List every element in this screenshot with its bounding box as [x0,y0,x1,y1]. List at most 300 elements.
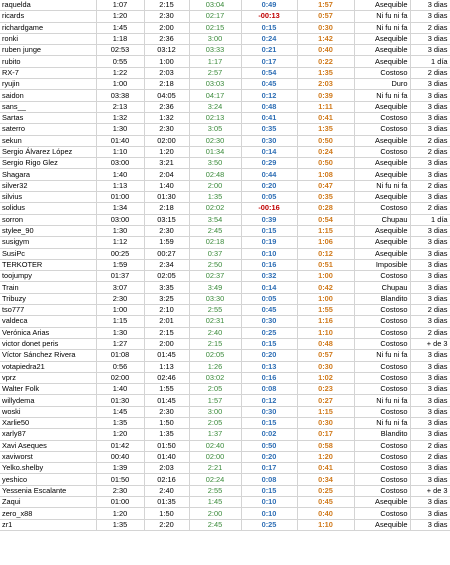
time-3-cell[interactable]: 2:57 [189,67,241,78]
time-3-cell[interactable]: 03:33 [189,45,241,56]
duration-cell[interactable]: 2 dias [410,22,450,33]
time-1-cell[interactable]: 1:30 [96,124,144,135]
diff-2-cell[interactable]: 0:30 [297,361,354,372]
player-name-cell[interactable]: willydema [0,395,96,406]
player-name-cell[interactable]: woski [0,406,96,417]
diff-2-cell[interactable]: 0:54 [297,214,354,225]
time-1-cell[interactable]: 0:55 [96,56,144,67]
time-2-cell[interactable]: 1:13 [144,361,189,372]
time-2-cell[interactable]: 2:36 [144,101,189,112]
time-3-cell[interactable]: 3:00 [189,406,241,417]
difficulty-cell[interactable]: Costoso [354,271,410,282]
time-1-cell[interactable]: 02:53 [96,45,144,56]
diff-1-cell[interactable]: -00:16 [241,203,297,214]
time-3-cell[interactable]: 0:37 [189,248,241,259]
difficulty-cell[interactable]: Costoso [354,203,410,214]
player-name-cell[interactable]: toojumpy [0,271,96,282]
diff-1-cell[interactable]: 0:15 [241,417,297,428]
player-name-cell[interactable]: solidus [0,203,96,214]
time-1-cell[interactable]: 01:08 [96,350,144,361]
diff-2-cell[interactable]: 1:15 [297,406,354,417]
diff-1-cell[interactable]: 0:49 [241,0,297,11]
player-name-cell[interactable]: xarly87 [0,429,96,440]
diff-2-cell[interactable]: 0:41 [297,463,354,474]
diff-1-cell[interactable]: 0:29 [241,158,297,169]
duration-cell[interactable]: 3 dias [410,101,450,112]
player-name-cell[interactable]: Shagara [0,169,96,180]
time-1-cell[interactable]: 3:07 [96,282,144,293]
player-name-cell[interactable]: Víctor Sánchez Rivera [0,350,96,361]
time-2-cell[interactable]: 02:05 [144,271,189,282]
difficulty-cell[interactable]: Ni fu ni fa [354,417,410,428]
difficulty-cell[interactable]: Ni fu ni fa [354,350,410,361]
player-name-cell[interactable]: susigym [0,237,96,248]
time-3-cell[interactable]: 2:50 [189,259,241,270]
diff-2-cell[interactable]: 0:40 [297,508,354,519]
diff-2-cell[interactable]: 0:57 [297,350,354,361]
difficulty-cell[interactable]: Asequible [354,56,410,67]
player-name-cell[interactable]: Sartas [0,112,96,123]
duration-cell[interactable]: 3 dias [410,248,450,259]
duration-cell[interactable]: + de 3 [410,338,450,349]
time-3-cell[interactable]: 1:35 [189,192,241,203]
player-name-cell[interactable]: RX-7 [0,67,96,78]
time-1-cell[interactable]: 1:40 [96,384,144,395]
player-name-cell[interactable]: vprz [0,372,96,383]
diff-2-cell[interactable]: 0:42 [297,282,354,293]
diff-2-cell[interactable]: 1:20 [297,451,354,462]
player-name-cell[interactable]: ronki [0,33,96,44]
duration-cell[interactable]: 3 dias [410,384,450,395]
difficulty-cell[interactable]: Blandito [354,293,410,304]
duration-cell[interactable]: 3 dias [410,372,450,383]
time-1-cell[interactable]: 1:34 [96,203,144,214]
difficulty-cell[interactable]: Asequible [354,158,410,169]
diff-2-cell[interactable]: 0:47 [297,180,354,191]
time-2-cell[interactable]: 2:30 [144,225,189,236]
diff-2-cell[interactable]: 1:35 [297,67,354,78]
diff-2-cell[interactable]: 0:57 [297,11,354,22]
difficulty-cell[interactable]: Ni fu ni fa [354,11,410,22]
time-1-cell[interactable]: 2:30 [96,485,144,496]
difficulty-cell[interactable]: Duro [354,79,410,90]
time-2-cell[interactable]: 2:18 [144,79,189,90]
time-1-cell[interactable]: 1:18 [96,33,144,44]
diff-2-cell[interactable]: 0:50 [297,135,354,146]
time-2-cell[interactable]: 3:25 [144,293,189,304]
player-name-cell[interactable]: Xavi Aseques [0,440,96,451]
time-2-cell[interactable]: 3:35 [144,282,189,293]
diff-2-cell[interactable]: 0:12 [297,248,354,259]
diff-1-cell[interactable]: -00:13 [241,11,297,22]
time-1-cell[interactable]: 1:07 [96,0,144,11]
diff-1-cell[interactable]: 0:14 [241,282,297,293]
diff-1-cell[interactable]: 0:08 [241,384,297,395]
diff-2-cell[interactable]: 0:25 [297,485,354,496]
diff-1-cell[interactable]: 0:50 [241,440,297,451]
diff-1-cell[interactable]: 0:20 [241,180,297,191]
time-2-cell[interactable]: 01:30 [144,192,189,203]
time-2-cell[interactable]: 02:16 [144,474,189,485]
difficulty-cell[interactable]: Costoso [354,112,410,123]
diff-2-cell[interactable]: 0:34 [297,474,354,485]
player-name-cell[interactable]: saterro [0,124,96,135]
time-1-cell[interactable]: 1:40 [96,169,144,180]
time-2-cell[interactable]: 2:15 [144,0,189,11]
duration-cell[interactable]: 3 dias [410,497,450,508]
time-1-cell[interactable]: 1:35 [96,417,144,428]
diff-1-cell[interactable]: 0:30 [241,135,297,146]
time-3-cell[interactable]: 02:05 [189,350,241,361]
difficulty-cell[interactable]: Costoso [354,485,410,496]
diff-2-cell[interactable]: 1:16 [297,316,354,327]
time-1-cell[interactable]: 1:35 [96,519,144,530]
duration-cell[interactable]: 3 dias [410,79,450,90]
time-3-cell[interactable]: 03:30 [189,293,241,304]
time-2-cell[interactable]: 1:50 [144,417,189,428]
time-1-cell[interactable]: 1:13 [96,180,144,191]
player-name-cell[interactable]: Yelko.shelby [0,463,96,474]
time-2-cell[interactable]: 01:35 [144,497,189,508]
diff-2-cell[interactable]: 1:35 [297,124,354,135]
diff-2-cell[interactable]: 1:15 [297,225,354,236]
difficulty-cell[interactable]: Asequible [354,248,410,259]
diff-2-cell[interactable]: 2:03 [297,79,354,90]
time-1-cell[interactable]: 2:30 [96,293,144,304]
player-name-cell[interactable]: sekun [0,135,96,146]
diff-2-cell[interactable]: 1:10 [297,519,354,530]
difficulty-cell[interactable]: Costoso [354,338,410,349]
time-3-cell[interactable]: 04:17 [189,90,241,101]
duration-cell[interactable]: 3 dias [410,293,450,304]
time-3-cell[interactable]: 02:13 [189,112,241,123]
duration-cell[interactable]: 1 día [410,56,450,67]
time-2-cell[interactable]: 1:32 [144,112,189,123]
diff-1-cell[interactable]: 0:44 [241,169,297,180]
time-1-cell[interactable]: 1:39 [96,463,144,474]
duration-cell[interactable]: 3 dias [410,316,450,327]
time-1-cell[interactable]: 1:30 [96,327,144,338]
diff-1-cell[interactable]: 0:15 [241,22,297,33]
duration-cell[interactable]: 2 dias [410,146,450,157]
time-1-cell[interactable]: 1:12 [96,237,144,248]
player-name-cell[interactable]: yeshico [0,474,96,485]
player-name-cell[interactable]: silver32 [0,180,96,191]
difficulty-cell[interactable]: Asequible [354,33,410,44]
time-2-cell[interactable]: 01:40 [144,451,189,462]
difficulty-cell[interactable]: Costoso [354,146,410,157]
time-1-cell[interactable]: 1:00 [96,79,144,90]
diff-1-cell[interactable]: 0:05 [241,192,297,203]
difficulty-cell[interactable]: Costoso [354,305,410,316]
time-3-cell[interactable]: 03:02 [189,372,241,383]
player-name-cell[interactable]: silvius [0,192,96,203]
diff-1-cell[interactable]: 0:39 [241,214,297,225]
time-2-cell[interactable]: 02:00 [144,135,189,146]
player-name-cell[interactable]: rubito [0,56,96,67]
duration-cell[interactable]: 2 dias [410,180,450,191]
diff-2-cell[interactable]: 0:51 [297,259,354,270]
diff-2-cell[interactable]: 1:55 [297,305,354,316]
player-name-cell[interactable]: raquelda [0,0,96,11]
player-name-cell[interactable]: stylee_90 [0,225,96,236]
time-1-cell[interactable]: 1:15 [96,316,144,327]
diff-1-cell[interactable]: 0:35 [241,124,297,135]
time-2-cell[interactable]: 00:27 [144,248,189,259]
time-2-cell[interactable]: 2:40 [144,485,189,496]
duration-cell[interactable]: 2 dias [410,135,450,146]
player-name-cell[interactable]: saidon [0,90,96,101]
player-name-cell[interactable]: TERKOTER [0,259,96,270]
diff-1-cell[interactable]: 0:17 [241,463,297,474]
time-2-cell[interactable]: 2:20 [144,519,189,530]
time-3-cell[interactable]: 02:24 [189,474,241,485]
time-3-cell[interactable]: 1:45 [189,497,241,508]
diff-2-cell[interactable]: 1:10 [297,327,354,338]
diff-2-cell[interactable]: 0:22 [297,56,354,67]
time-3-cell[interactable]: 02:15 [189,22,241,33]
time-1-cell[interactable]: 01:30 [96,395,144,406]
duration-cell[interactable]: + de 3 [410,485,450,496]
player-name-cell[interactable]: ricards [0,11,96,22]
duration-cell[interactable]: 2 dias [410,305,450,316]
player-name-cell[interactable]: Yessenia Escalante [0,485,96,496]
diff-1-cell[interactable]: 0:45 [241,79,297,90]
difficulty-cell[interactable]: Costoso [354,451,410,462]
diff-1-cell[interactable]: 0:45 [241,305,297,316]
duration-cell[interactable]: 2 dias [410,67,450,78]
difficulty-cell[interactable]: Costoso [354,372,410,383]
diff-2-cell[interactable]: 0:35 [297,192,354,203]
time-1-cell[interactable]: 03:00 [96,158,144,169]
player-name-cell[interactable]: sans__ [0,101,96,112]
diff-2-cell[interactable]: 1:06 [297,237,354,248]
duration-cell[interactable]: 3 dias [410,395,450,406]
difficulty-cell[interactable]: Asequible [354,192,410,203]
time-2-cell[interactable]: 2:00 [144,338,189,349]
time-3-cell[interactable]: 1:57 [189,395,241,406]
difficulty-cell[interactable]: Chupau [354,282,410,293]
time-2-cell[interactable]: 2:30 [144,406,189,417]
time-1-cell[interactable]: 1:32 [96,112,144,123]
player-name-cell[interactable]: Walter Folk [0,384,96,395]
time-1-cell[interactable]: 1:59 [96,259,144,270]
time-2-cell[interactable]: 01:45 [144,350,189,361]
time-2-cell[interactable]: 2:30 [144,11,189,22]
time-2-cell[interactable]: 03:15 [144,214,189,225]
difficulty-cell[interactable]: Ni fu ni fa [354,180,410,191]
duration-cell[interactable]: 3 dias [410,124,450,135]
time-1-cell[interactable]: 01:40 [96,135,144,146]
difficulty-cell[interactable]: Asequible [354,0,410,11]
time-2-cell[interactable]: 2:15 [144,327,189,338]
player-name-cell[interactable]: tso777 [0,305,96,316]
time-3-cell[interactable]: 02:18 [189,237,241,248]
diff-1-cell[interactable]: 0:08 [241,474,297,485]
difficulty-cell[interactable]: Asequible [354,101,410,112]
duration-cell[interactable]: 3 dias [410,271,450,282]
time-3-cell[interactable]: 2:45 [189,225,241,236]
difficulty-cell[interactable]: Asequible [354,497,410,508]
time-1-cell[interactable]: 1:20 [96,508,144,519]
duration-cell[interactable]: 2 dias [410,440,450,451]
diff-2-cell[interactable]: 0:45 [297,497,354,508]
duration-cell[interactable]: 3 dias [410,225,450,236]
player-name-cell[interactable]: victor donet peris [0,338,96,349]
time-2-cell[interactable]: 2:10 [144,305,189,316]
time-3-cell[interactable]: 02:30 [189,135,241,146]
player-name-cell[interactable]: Verónica Arias [0,327,96,338]
time-1-cell[interactable]: 1:22 [96,67,144,78]
difficulty-cell[interactable]: Costoso [354,124,410,135]
time-1-cell[interactable]: 1:27 [96,338,144,349]
time-2-cell[interactable]: 1:20 [144,146,189,157]
difficulty-cell[interactable]: Ni fu ni fa [354,90,410,101]
time-3-cell[interactable]: 3:24 [189,101,241,112]
diff-2-cell[interactable]: 0:58 [297,440,354,451]
diff-2-cell[interactable]: 0:17 [297,429,354,440]
time-1-cell[interactable]: 01:00 [96,192,144,203]
diff-1-cell[interactable]: 0:16 [241,259,297,270]
diff-1-cell[interactable]: 0:16 [241,372,297,383]
player-name-cell[interactable]: Zaqui [0,497,96,508]
diff-2-cell[interactable]: 0:30 [297,22,354,33]
time-3-cell[interactable]: 02:00 [189,451,241,462]
duration-cell[interactable]: 3 dias [410,429,450,440]
time-2-cell[interactable]: 03:12 [144,45,189,56]
time-2-cell[interactable]: 1:55 [144,384,189,395]
diff-1-cell[interactable]: 0:54 [241,67,297,78]
difficulty-cell[interactable]: Costoso [354,316,410,327]
time-3-cell[interactable]: 02:40 [189,440,241,451]
diff-2-cell[interactable]: 0:27 [297,395,354,406]
diff-2-cell[interactable]: 0:30 [297,417,354,428]
diff-1-cell[interactable]: 0:25 [241,519,297,530]
difficulty-cell[interactable]: Costoso [354,440,410,451]
time-3-cell[interactable]: 02:02 [189,203,241,214]
diff-1-cell[interactable]: 0:20 [241,451,297,462]
difficulty-cell[interactable]: Asequible [354,169,410,180]
time-1-cell[interactable]: 1:20 [96,429,144,440]
time-2-cell[interactable]: 02:46 [144,372,189,383]
diff-1-cell[interactable]: 0:41 [241,112,297,123]
time-1-cell[interactable]: 0:56 [96,361,144,372]
time-2-cell[interactable]: 04:05 [144,90,189,101]
time-3-cell[interactable]: 03:03 [189,79,241,90]
diff-2-cell[interactable]: 1:00 [297,271,354,282]
time-3-cell[interactable]: 2:40 [189,327,241,338]
time-3-cell[interactable]: 1:17 [189,56,241,67]
player-name-cell[interactable]: ryujin [0,79,96,90]
player-name-cell[interactable]: votapiedra21 [0,361,96,372]
duration-cell[interactable]: 3 dias [410,237,450,248]
duration-cell[interactable]: 2 dias [410,451,450,462]
duration-cell[interactable]: 3 dias [410,519,450,530]
time-1-cell[interactable]: 1:20 [96,11,144,22]
difficulty-cell[interactable]: Costoso [354,384,410,395]
difficulty-cell[interactable]: Asequible [354,519,410,530]
time-2-cell[interactable]: 2:01 [144,316,189,327]
difficulty-cell[interactable]: Ni fu ni fa [354,395,410,406]
diff-1-cell[interactable]: 0:15 [241,225,297,236]
difficulty-cell[interactable]: Imposible [354,259,410,270]
player-name-cell[interactable]: xaviworst [0,451,96,462]
time-2-cell[interactable]: 2:36 [144,33,189,44]
time-3-cell[interactable]: 02:31 [189,316,241,327]
diff-2-cell[interactable]: 1:42 [297,33,354,44]
time-1-cell[interactable]: 1:45 [96,22,144,33]
time-1-cell[interactable]: 1:00 [96,305,144,316]
time-3-cell[interactable]: 02:37 [189,271,241,282]
diff-2-cell[interactable]: 0:39 [297,90,354,101]
duration-cell[interactable]: 3 dias [410,417,450,428]
duration-cell[interactable]: 3 dias [410,259,450,270]
time-1-cell[interactable]: 00:40 [96,451,144,462]
time-2-cell[interactable]: 2:00 [144,22,189,33]
diff-1-cell[interactable]: 0:48 [241,101,297,112]
time-3-cell[interactable]: 3:54 [189,214,241,225]
time-2-cell[interactable]: 01:45 [144,395,189,406]
time-3-cell[interactable]: 3:49 [189,282,241,293]
diff-1-cell[interactable]: 0:30 [241,406,297,417]
difficulty-cell[interactable]: Asequible [354,225,410,236]
diff-1-cell[interactable]: 0:12 [241,395,297,406]
time-2-cell[interactable]: 2:04 [144,169,189,180]
duration-cell[interactable]: 3 dias [410,112,450,123]
diff-1-cell[interactable]: 0:10 [241,248,297,259]
diff-1-cell[interactable]: 0:17 [241,56,297,67]
difficulty-cell[interactable]: Asequible [354,45,410,56]
difficulty-cell[interactable]: Chupau [354,214,410,225]
time-2-cell[interactable]: 3:21 [144,158,189,169]
player-name-cell[interactable]: zr1 [0,519,96,530]
diff-2-cell[interactable]: 0:41 [297,112,354,123]
diff-2-cell[interactable]: 0:50 [297,158,354,169]
duration-cell[interactable]: 3 dias [410,90,450,101]
diff-2-cell[interactable]: 0:24 [297,146,354,157]
difficulty-cell[interactable]: Costoso [354,474,410,485]
diff-1-cell[interactable]: 0:10 [241,497,297,508]
diff-2-cell[interactable]: 1:08 [297,169,354,180]
time-1-cell[interactable]: 01:42 [96,440,144,451]
diff-1-cell[interactable]: 0:21 [241,45,297,56]
duration-cell[interactable]: 2 dias [410,327,450,338]
duration-cell[interactable]: 3 dias [410,474,450,485]
difficulty-cell[interactable]: Blandito [354,429,410,440]
duration-cell[interactable]: 3 dias [410,350,450,361]
time-2-cell[interactable]: 2:30 [144,124,189,135]
time-3-cell[interactable]: 2:45 [189,519,241,530]
difficulty-cell[interactable]: Ni fu ni fa [354,22,410,33]
diff-2-cell[interactable]: 0:40 [297,45,354,56]
time-1-cell[interactable]: 03:38 [96,90,144,101]
time-3-cell[interactable]: 02:17 [189,11,241,22]
duration-cell[interactable]: 3 dias [410,463,450,474]
time-2-cell[interactable]: 1:00 [144,56,189,67]
duration-cell[interactable]: 3 dias [410,169,450,180]
diff-1-cell[interactable]: 0:13 [241,361,297,372]
time-2-cell[interactable]: 2:34 [144,259,189,270]
duration-cell[interactable]: 2 dias [410,203,450,214]
player-name-cell[interactable]: Train [0,282,96,293]
diff-1-cell[interactable]: 0:32 [241,271,297,282]
duration-cell[interactable]: 3 dias [410,361,450,372]
time-3-cell[interactable]: 2:00 [189,508,241,519]
time-2-cell[interactable]: 2:18 [144,203,189,214]
time-1-cell[interactable]: 01:00 [96,497,144,508]
time-2-cell[interactable]: 2:03 [144,67,189,78]
diff-2-cell[interactable]: 1:11 [297,101,354,112]
